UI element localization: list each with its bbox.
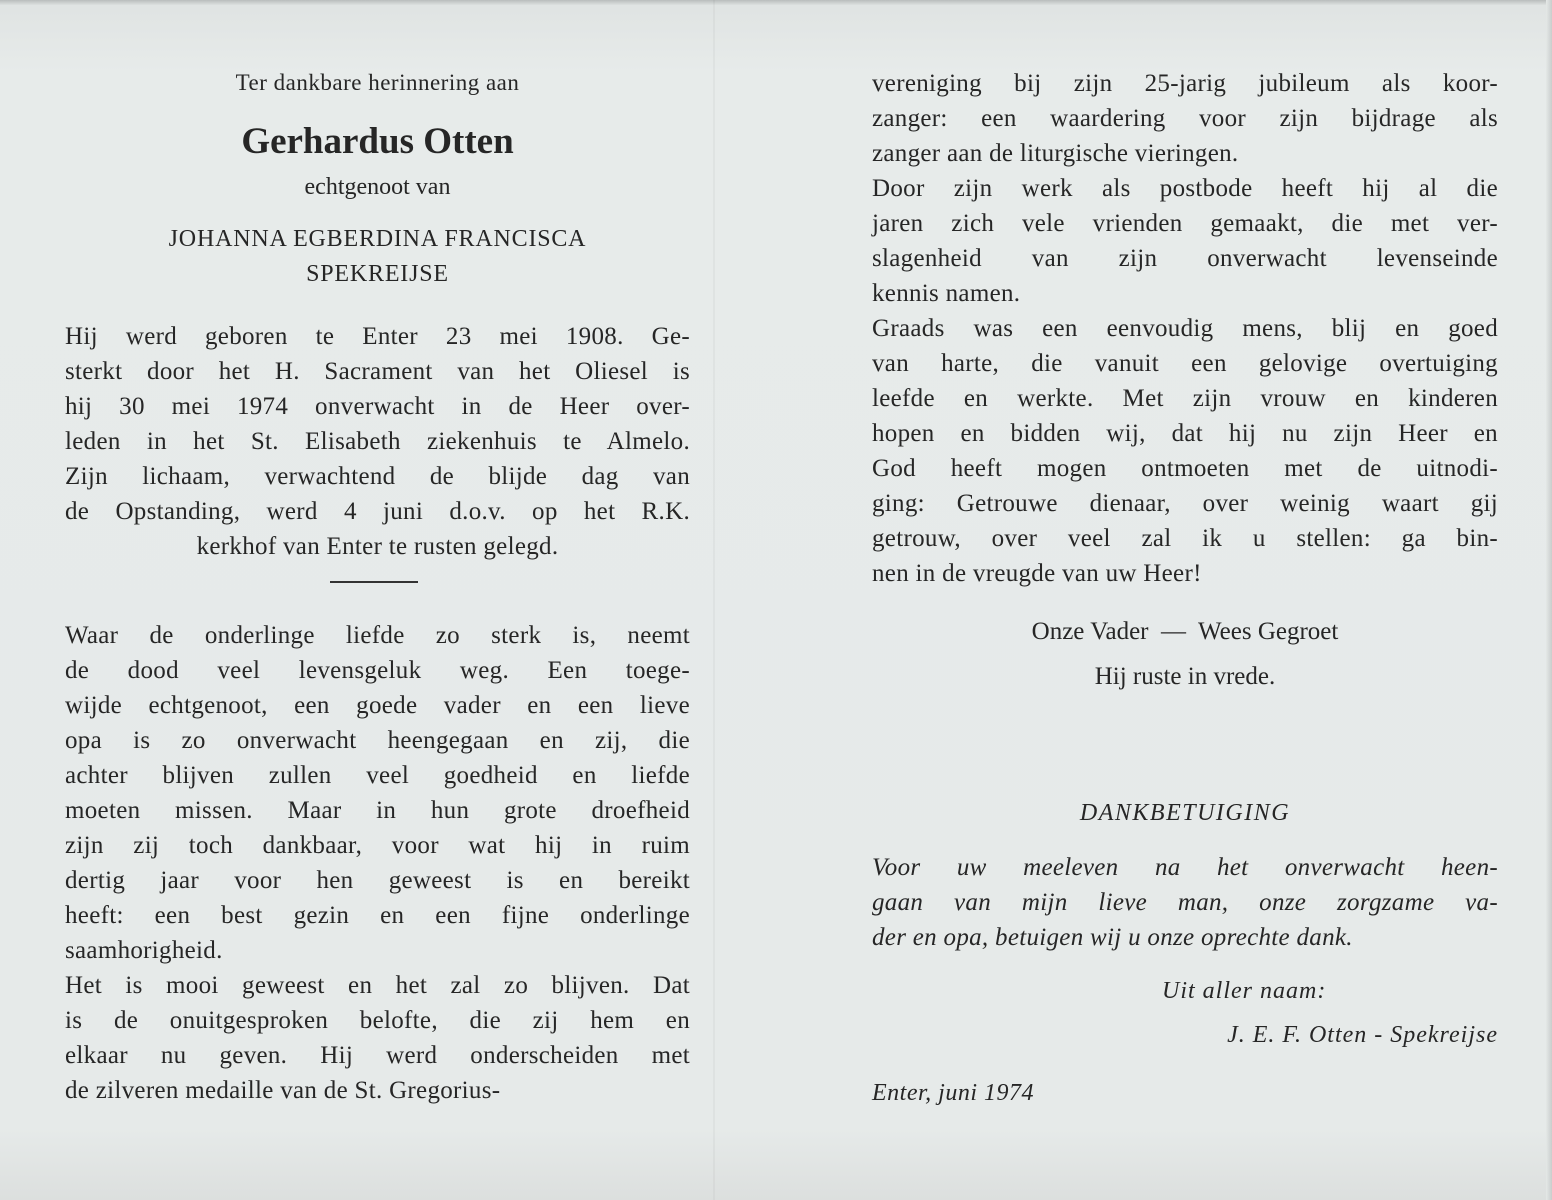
text-line: moeten missen. Maar in hun grote droefheid xyxy=(65,797,690,824)
text-line: leefde en werkte. Met zijn vrouw en kinderen xyxy=(872,385,1498,412)
divider xyxy=(330,581,418,583)
text-line: Het is mooi geweest en het zal zo blijven. Dat xyxy=(65,972,690,999)
text-line: de Opstanding, werd 4 juni d.o.v. op het R.K. xyxy=(65,498,690,525)
text-line: Zijn lichaam, verwachtend de blijde dag van xyxy=(65,463,690,490)
text-line: opa is zo onverwacht heengegaan en zij, die xyxy=(65,727,690,754)
text-line: leden in het St. Elisabeth ziekenhuis te Almelo. xyxy=(65,428,690,455)
text-line: elkaar nu geven. Hij werd onderscheiden met xyxy=(65,1042,690,1069)
text-line: kennis namen. xyxy=(872,280,1021,307)
prayer-line: Onze Vader — Wees Gegroet xyxy=(1031,618,1339,645)
text-line: kerkhof van Enter te rusten gelegd. xyxy=(196,533,559,560)
text-line: Hij werd geboren te Enter 23 mei 1908. Ge- xyxy=(65,323,690,350)
text-line: vereniging bij zijn 25-jarig jubileum als koor- xyxy=(872,70,1498,97)
spouse-name-line2: SPEKREIJSE xyxy=(306,261,449,287)
text-line: jaren zich vele vrienden gemaakt, die met ver- xyxy=(872,210,1498,237)
text-line: achter blijven zullen veel goedheid en liefde xyxy=(65,762,690,789)
text-line: de zilveren medaille van de St. Gregorius- xyxy=(65,1077,501,1104)
text-line: Waar de onderlinge liefde zo sterk is, neemt xyxy=(65,622,690,649)
signature: J. E. F. Otten - Spekreijse xyxy=(1227,1022,1498,1048)
text-line: saamhorigheid. xyxy=(65,937,223,964)
rest-in-peace: Hij ruste in vrede. xyxy=(1094,663,1276,690)
text-line: nen in de vreugde van uw Heer! xyxy=(872,560,1202,587)
text-line: is de onuitgesproken belofte, die zij hem en xyxy=(65,1007,690,1034)
text-line: Voor uw meeleven na het onverwacht heen- xyxy=(872,854,1498,881)
spouse-name-line1: JOHANNA EGBERDINA FRANCISCA xyxy=(168,226,587,252)
text-line: hij 30 mei 1974 onverwacht in de Heer over- xyxy=(65,393,690,420)
text-line: zijn zij toch dankbaar, voor wat hij in ruim xyxy=(65,832,690,859)
text-line: de dood veel levensgeluk weg. Een toege- xyxy=(65,657,690,684)
thanks-paragraph xyxy=(872,850,1498,955)
text-line: dertig jaar voor hen geweest is en bereikt xyxy=(65,867,690,894)
text-line: van harte, die vanuit een gelovige overtuiging xyxy=(872,350,1498,377)
tribute-continued xyxy=(872,66,1498,591)
spouse-intro: echtgenoot van xyxy=(304,174,451,200)
text-line: der en opa, betuigen wij u onze oprechte dank. xyxy=(872,924,1353,951)
text-line: sterkt door het H. Sacrament van het Oliesel is xyxy=(65,358,690,385)
card-fold xyxy=(713,0,715,1200)
biography-paragraph xyxy=(65,319,690,564)
text-line: getrouw, over veel zal ik u stellen: ga bin- xyxy=(872,525,1498,552)
text-line: wijde echtgenoot, een goede vader en een lieve xyxy=(65,692,690,719)
text-line: God heeft mogen ontmoeten met de uitnodi- xyxy=(872,455,1498,482)
text-line: Door zijn werk als postbode heeft hij al die xyxy=(872,175,1498,202)
thanks-title: DANKBETUIGING xyxy=(1079,800,1291,826)
text-line: zanger: een waardering voor zijn bijdrage als xyxy=(872,105,1498,132)
text-line: Graads was een eenvoudig mens, blij en goed xyxy=(872,315,1498,342)
signoff: Uit aller naam: xyxy=(1162,978,1327,1004)
text-line: gaan van mijn lieve man, onze zorgzame va- xyxy=(872,889,1498,916)
tribute-paragraph xyxy=(65,618,690,1108)
text-line: hopen en bidden wij, dat hij nu zijn Heer en xyxy=(872,420,1498,447)
text-line: slagenheid van zijn onverwacht levenseinde xyxy=(872,245,1498,272)
text-line: zanger aan de liturgische vieringen. xyxy=(872,140,1239,167)
text-line: heeft: een best gezin en een fijne onderlinge xyxy=(65,902,690,929)
text-line: ging: Getrouwe dienaar, over weinig waart gij xyxy=(872,490,1498,517)
place-date: Enter, juni 1974 xyxy=(872,1080,1034,1106)
scan-edge xyxy=(0,0,1552,6)
scan-edge xyxy=(1546,0,1552,1200)
intro-text: Ter dankbare herinnering aan xyxy=(235,70,520,95)
deceased-name: Gerhardus Otten xyxy=(241,121,514,162)
